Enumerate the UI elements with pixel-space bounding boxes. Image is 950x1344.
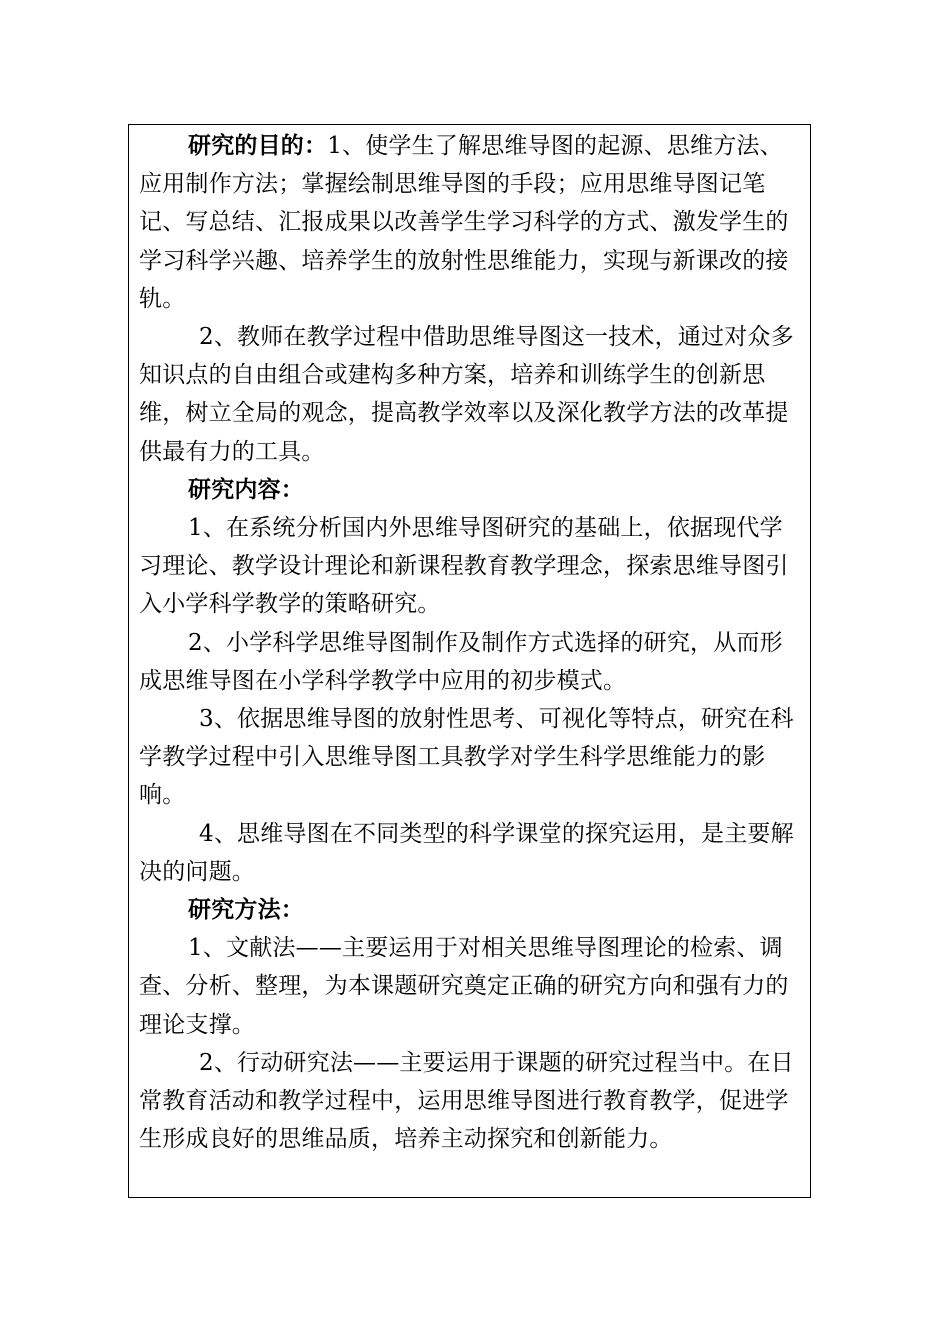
content-item-4: 4、思维导图在不同类型的科学课堂的探究运用，是主要解决的问题。 bbox=[139, 820, 794, 885]
document-body bbox=[139, 127, 803, 1158]
content-heading: 研究内容： bbox=[188, 475, 304, 503]
purpose-text-1: 1、使学生了解思维导图的起源、思维方法、应用制作方法；掌握绘制思维导图的手段；应用思维导图记笔记、写总结、汇报成果以改善学生学习科学的方式、激发学生的学习科学兴趣、培养学生的放射性思维能力，实现与新课改的接轨。 bbox=[139, 133, 789, 312]
methods-item-1: 1、文献法——主要运用于对相关思维导图理论的检索、调查、分析、整理，为本课题研究奠定正确的研究方向和强有力的理论支撑。 bbox=[139, 935, 789, 1038]
purpose-label: 研究的目的： bbox=[188, 132, 328, 159]
content-item-2: 2、小学科学思维导图制作及制作方式选择的研究，从而形成思维导图在小学科学教学中应用的初步模式。 bbox=[139, 629, 783, 694]
methods-heading: 研究方法： bbox=[188, 896, 304, 924]
methods-item-2: 2、行动研究法——主要运用于课题的研究过程当中。在日常教育活动和教学过程中，运用思维导图进行教育教学，促进学生形成良好的思维品质，培养主动探究和创新能力。 bbox=[139, 1049, 794, 1153]
content-item-3: 3、依据思维导图的放射性思考、可视化等特点，研究在科学教学过程中引入思维导图工具教学对学生科学思维能力的影响。 bbox=[139, 706, 794, 809]
purpose-paragraph-1 bbox=[139, 127, 803, 318]
document-table-cell bbox=[128, 124, 811, 1198]
content-item-1: 1、在系统分析国内外思维导图研究的基础上，依据现代学习理论、教学设计理论和新课程教育教学理念，探索思维导图引入小学科学教学的策略研究。 bbox=[139, 515, 789, 618]
purpose-paragraph-2: 2、教师在教学过程中借助思维导图这一技术，通过对众多知识点的自由组合或建构多种方案，培养和训练学生的创新思维，树立全局的观念，提高教学效率以及深化教学方法的改革提供最有力的工具。 bbox=[139, 324, 794, 465]
